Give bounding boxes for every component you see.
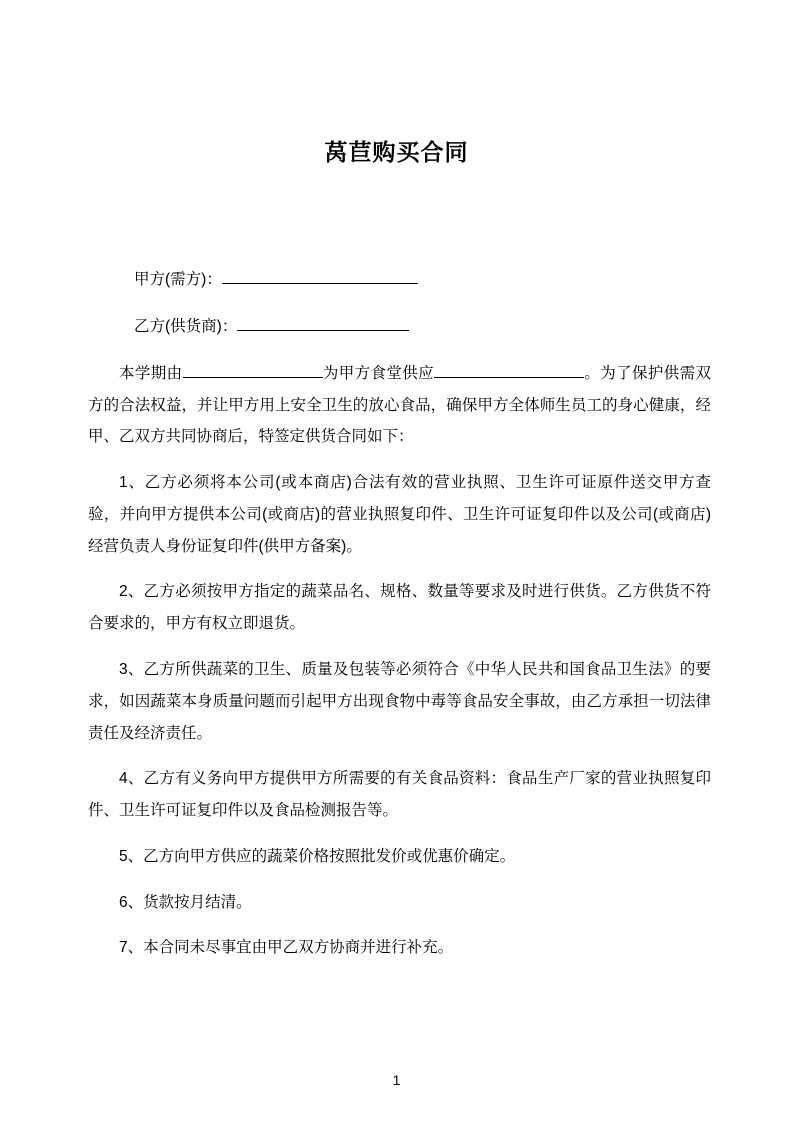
clause-1: 1、乙方必须将本公司(或本商店)合法有效的营业执照、卫生许可证原件送交甲方查验，并向甲方提供本公司(或商店)的营业执照复印件、卫生许可证复印件以及公司(或商店)经营负责人身份证复印件(供甲方备案)。	[88, 474, 711, 555]
page-number: 1	[392, 1072, 401, 1088]
intro-middle: 为甲方食堂供应	[322, 364, 434, 382]
clause-7: 7、本合同未尽事宜由甲乙双方协商并进行补充。	[119, 939, 454, 957]
document-body	[0, 264, 793, 964]
intro-blank-goods[interactable]	[434, 362, 584, 378]
intro-paragraph	[88, 358, 711, 453]
intro-suffix: 。为了保护供需双方的合法权益，并让甲方用上安全卫生的放心食品，确保甲方全体师生员工的身心健康，经甲、乙双方共同协商后，特签定供货合同如下：	[88, 364, 711, 446]
party-line-buyer	[88, 264, 711, 295]
party-blank-supplier[interactable]	[237, 315, 409, 331]
clause-6: 6、货款按月结清。	[119, 893, 252, 911]
party-line-supplier	[88, 311, 711, 342]
clause-3: 3、乙方所供蔬菜的卫生、质量及包装等必须符合《中华人民共和国食品卫生法》的要求，如因蔬菜本身质量问题而引起甲方出现食物中毒等食品安全事故，由乙方承担一切法律责任及经济责任。	[88, 661, 711, 742]
page-title: 莴苣购买合同	[324, 139, 469, 165]
party-label-buyer: 甲方(需方)：	[134, 270, 222, 288]
clause-5: 5、乙方向甲方供应的蔬菜价格按照批发价或优惠价确定。	[119, 847, 516, 865]
clause-2: 2、乙方必须按甲方指定的蔬菜品名、规格、数量等要求及时进行供货。乙方供货不符合要求的，甲方有权立即退货。	[88, 583, 711, 633]
intro-blank-term[interactable]	[183, 362, 323, 378]
intro-prefix: 本学期由	[119, 364, 183, 382]
party-blank-buyer[interactable]	[222, 268, 418, 284]
clause-4: 4、乙方有义务向甲方提供甲方所需要的有关食品资料：食品生产厂家的营业执照复印件、卫生许可证复印件以及食品检测报告等。	[88, 770, 711, 820]
party-label-supplier: 乙方(供货商)：	[134, 317, 238, 335]
